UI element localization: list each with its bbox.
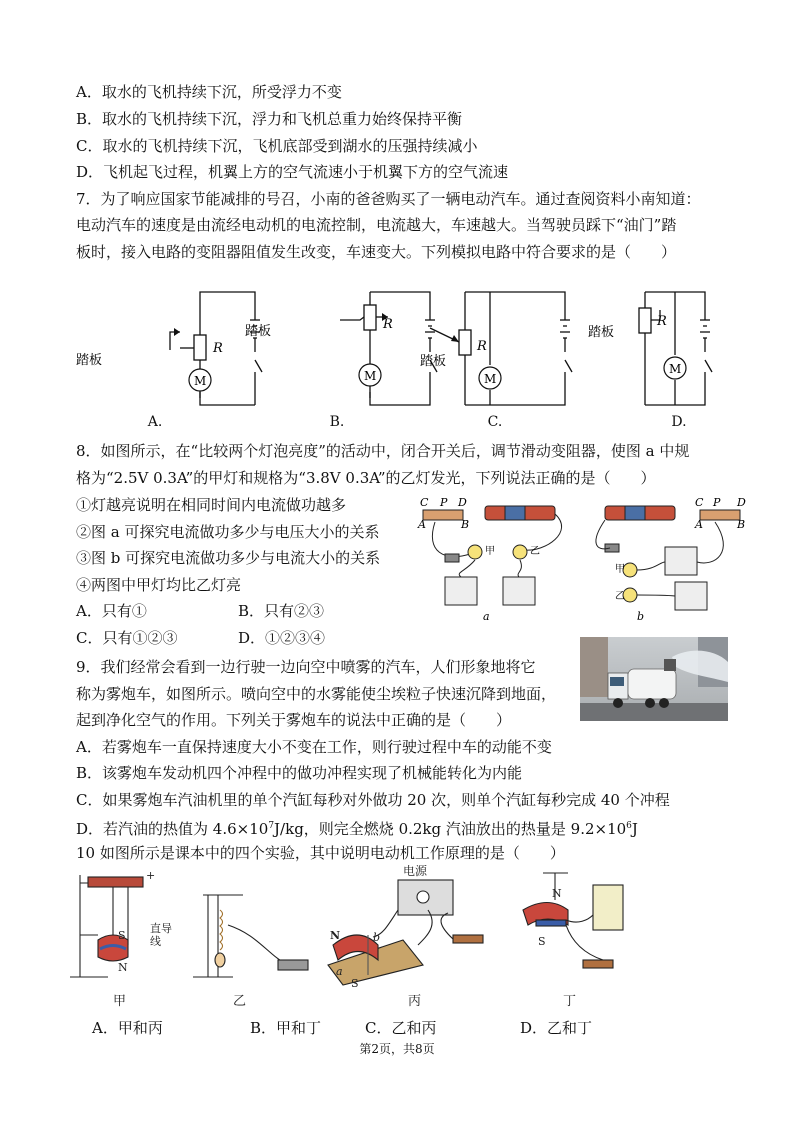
q8-label-a-a: A <box>418 518 426 531</box>
q8-label-b-a: B <box>461 518 470 531</box>
motor-label-c: M <box>484 372 497 386</box>
q9-option-b: B．该雾炮车发动机四个冲程中的做功冲程实现了机械能转化为内能 <box>76 764 523 782</box>
q10-bing-n-label: N <box>330 929 341 942</box>
q10-option-a: A．甲和丙 <box>92 1019 163 1037</box>
circuit-c <box>430 292 572 405</box>
q8-option-c: C．只有①②③ <box>76 629 178 647</box>
q9-stem-line-1: 9．我们经常会看到一边行驶一边向空中喷雾的汽车，人们形象地将它 <box>76 658 536 676</box>
q7-stem-line-3: 板时，接入电路的变阻器阻值发生改变，车速变大。下列模拟电路中符合要求的是（ ） <box>76 243 677 261</box>
pedal-label-c: 踏板 <box>420 354 447 369</box>
q10-caption-bing: 丙 <box>408 994 422 1009</box>
motor-label-d: M <box>669 362 682 376</box>
q10-power-label: 电源 <box>403 865 428 878</box>
circuit-d <box>639 292 712 405</box>
q8-fig-b-caption: b <box>637 610 645 623</box>
q8-label-p-b: P <box>713 496 721 509</box>
q10-wire-label-1: 直导 <box>150 922 172 935</box>
q8-label-c-a: C <box>420 496 429 509</box>
q10-option-b: B．甲和丁 <box>250 1019 322 1037</box>
q9-option-d-exponent-2: 6 <box>626 821 632 831</box>
resistor-label-b: R <box>383 317 393 332</box>
q6-option-c: C．取水的飞机持续下沉，飞机底部受到湖水的压强持续减小 <box>76 137 478 155</box>
q7-caption-b: B. <box>329 414 345 430</box>
q9-option-d <box>76 816 638 839</box>
q10-caption-jia: 甲 <box>113 994 127 1009</box>
q10-jia-s-label: S <box>118 929 126 942</box>
q7-caption-d: D. <box>671 414 687 430</box>
q7-caption-c: C. <box>487 414 503 430</box>
q8-experiment-figures <box>415 492 755 627</box>
fog-cannon-truck-photo <box>580 637 728 721</box>
q7-caption-a: A. <box>147 414 163 430</box>
q10-bing-s-label: S <box>351 977 359 990</box>
q10-experiment-figures <box>68 865 668 1010</box>
circuit-b <box>340 292 437 405</box>
q10-jia-n-label: N <box>118 961 128 974</box>
q8-lamp-yi-a: 乙 <box>530 546 540 557</box>
q10-plus-sign: + <box>146 869 156 882</box>
q9-option-a: A．若雾炮车一直保持速度大小不变在工作，则行驶过程中车的动能不变 <box>76 738 552 756</box>
q9-stem-line-3: 起到净化空气的作用。下列关于雾炮车的说法中正确的是（ ） <box>76 711 512 729</box>
q8-option-b: B．只有②③ <box>238 602 325 620</box>
q9-option-d-part-1: D．若汽油的热值为 4.6×10 <box>76 820 269 838</box>
q8-statement-1: ①灯越亮说明在相同时间内电流做功越多 <box>76 496 347 514</box>
q8-statement-3: ③图 b 可探究电流做功多少与电流大小的关系 <box>76 549 381 567</box>
resistor-label-a: R <box>213 341 223 356</box>
resistor-label-d: R <box>657 314 667 329</box>
q8-statement-2: ②图 a 可探究电流做功多少与电压大小的关系 <box>76 523 380 541</box>
q8-label-a-b: A <box>695 518 703 531</box>
q8-label-d-a: D <box>458 496 467 509</box>
q6-option-d: D．飞机起飞过程，机翼上方的空气流速小于机翼下方的空气流速 <box>76 163 509 181</box>
q8-label-d-b: D <box>737 496 746 509</box>
q10-ding-n-label: N <box>552 887 562 900</box>
q10-ding-s-label: S <box>538 935 546 948</box>
q10-caption-ding: 丁 <box>563 994 577 1009</box>
q8-label-b-b: B <box>737 518 746 531</box>
q8-option-d: D．①②③④ <box>238 629 326 647</box>
q9-option-c: C．如果雾炮车汽油机里的单个汽缸每秒对外做功 20 次，则单个汽缸每秒完成 40 个冲程 <box>76 791 670 809</box>
q10-bing-b-label: b <box>373 931 381 944</box>
q10-caption-yi: 乙 <box>233 994 247 1009</box>
q10-wire-label-2: 线 <box>150 935 161 948</box>
q8-lamp-jia-b: 甲 <box>615 564 625 575</box>
q8-label-p-a: P <box>440 496 448 509</box>
q7-circuit-figures <box>70 280 750 410</box>
q8-option-a: A．只有① <box>76 602 147 620</box>
q9-option-d-part-2: J/kg，则完全燃烧 0.2kg 汽油放出的热量是 9.2×10 <box>274 820 627 838</box>
q6-option-b: B．取水的飞机持续下沉，浮力和飞机总重力始终保持平衡 <box>76 110 463 128</box>
pedal-label-b: 踏板 <box>245 324 272 339</box>
page-footer: 第2页，共8页 <box>359 1042 435 1056</box>
q8-lamp-jia-a: 甲 <box>485 546 495 557</box>
q8-statement-4: ④两图中甲灯均比乙灯亮 <box>76 576 242 594</box>
q10-option-d: D．乙和丁 <box>520 1019 593 1037</box>
resistor-label-c: R <box>477 339 487 354</box>
pedal-label-a: 踏板 <box>76 353 103 368</box>
q10-option-c: C．乙和丙 <box>365 1019 437 1037</box>
q10-stem: 10 如图所示是课本中的四个实验，其中说明电动机工作原理的是（ ） <box>76 844 565 862</box>
q9-option-d-part-3: J <box>631 820 638 838</box>
q10-bing-a-label: a <box>336 965 343 978</box>
q9-option-d-exponent-1: 7 <box>268 821 275 831</box>
q8-label-c-b: C <box>695 496 704 509</box>
q9-stem-line-2: 称为雾炮车，如图所示。喷向空中的水雾能使尘埃粒子快速沉降到地面， <box>76 685 557 703</box>
q8-fig-a-caption: a <box>483 610 490 623</box>
q8-lamp-yi-b: 乙 <box>615 591 625 602</box>
motor-label-b: M <box>364 369 377 383</box>
q7-stem-line-2: 电动汽车的速度是由流经电动机的电流控制，电流越大，车速越大。当驾驶员踩下“油门”踏 <box>76 216 677 234</box>
q6-option-a: A．取水的飞机持续下沉，所受浮力不变 <box>76 83 342 101</box>
q7-stem-line-1: 7．为了响应国家节能减排的号召，小南的爸爸购买了一辆电动汽车。通过查阅资料小南知道： <box>76 190 701 208</box>
q8-stem-line-1: 8．如图所示，在“比较两个灯泡亮度”的活动中，闭合开关后，调节滑动变阻器，使图 a 中规 <box>76 442 690 460</box>
pedal-label-d: 踏板 <box>588 325 615 340</box>
motor-label-a: M <box>194 374 207 388</box>
q8-stem-line-2: 格为“2.5V 0.3A”的甲灯和规格为“3.8V 0.3A”的乙灯发光，下列说法正确的是（ ） <box>76 469 656 487</box>
